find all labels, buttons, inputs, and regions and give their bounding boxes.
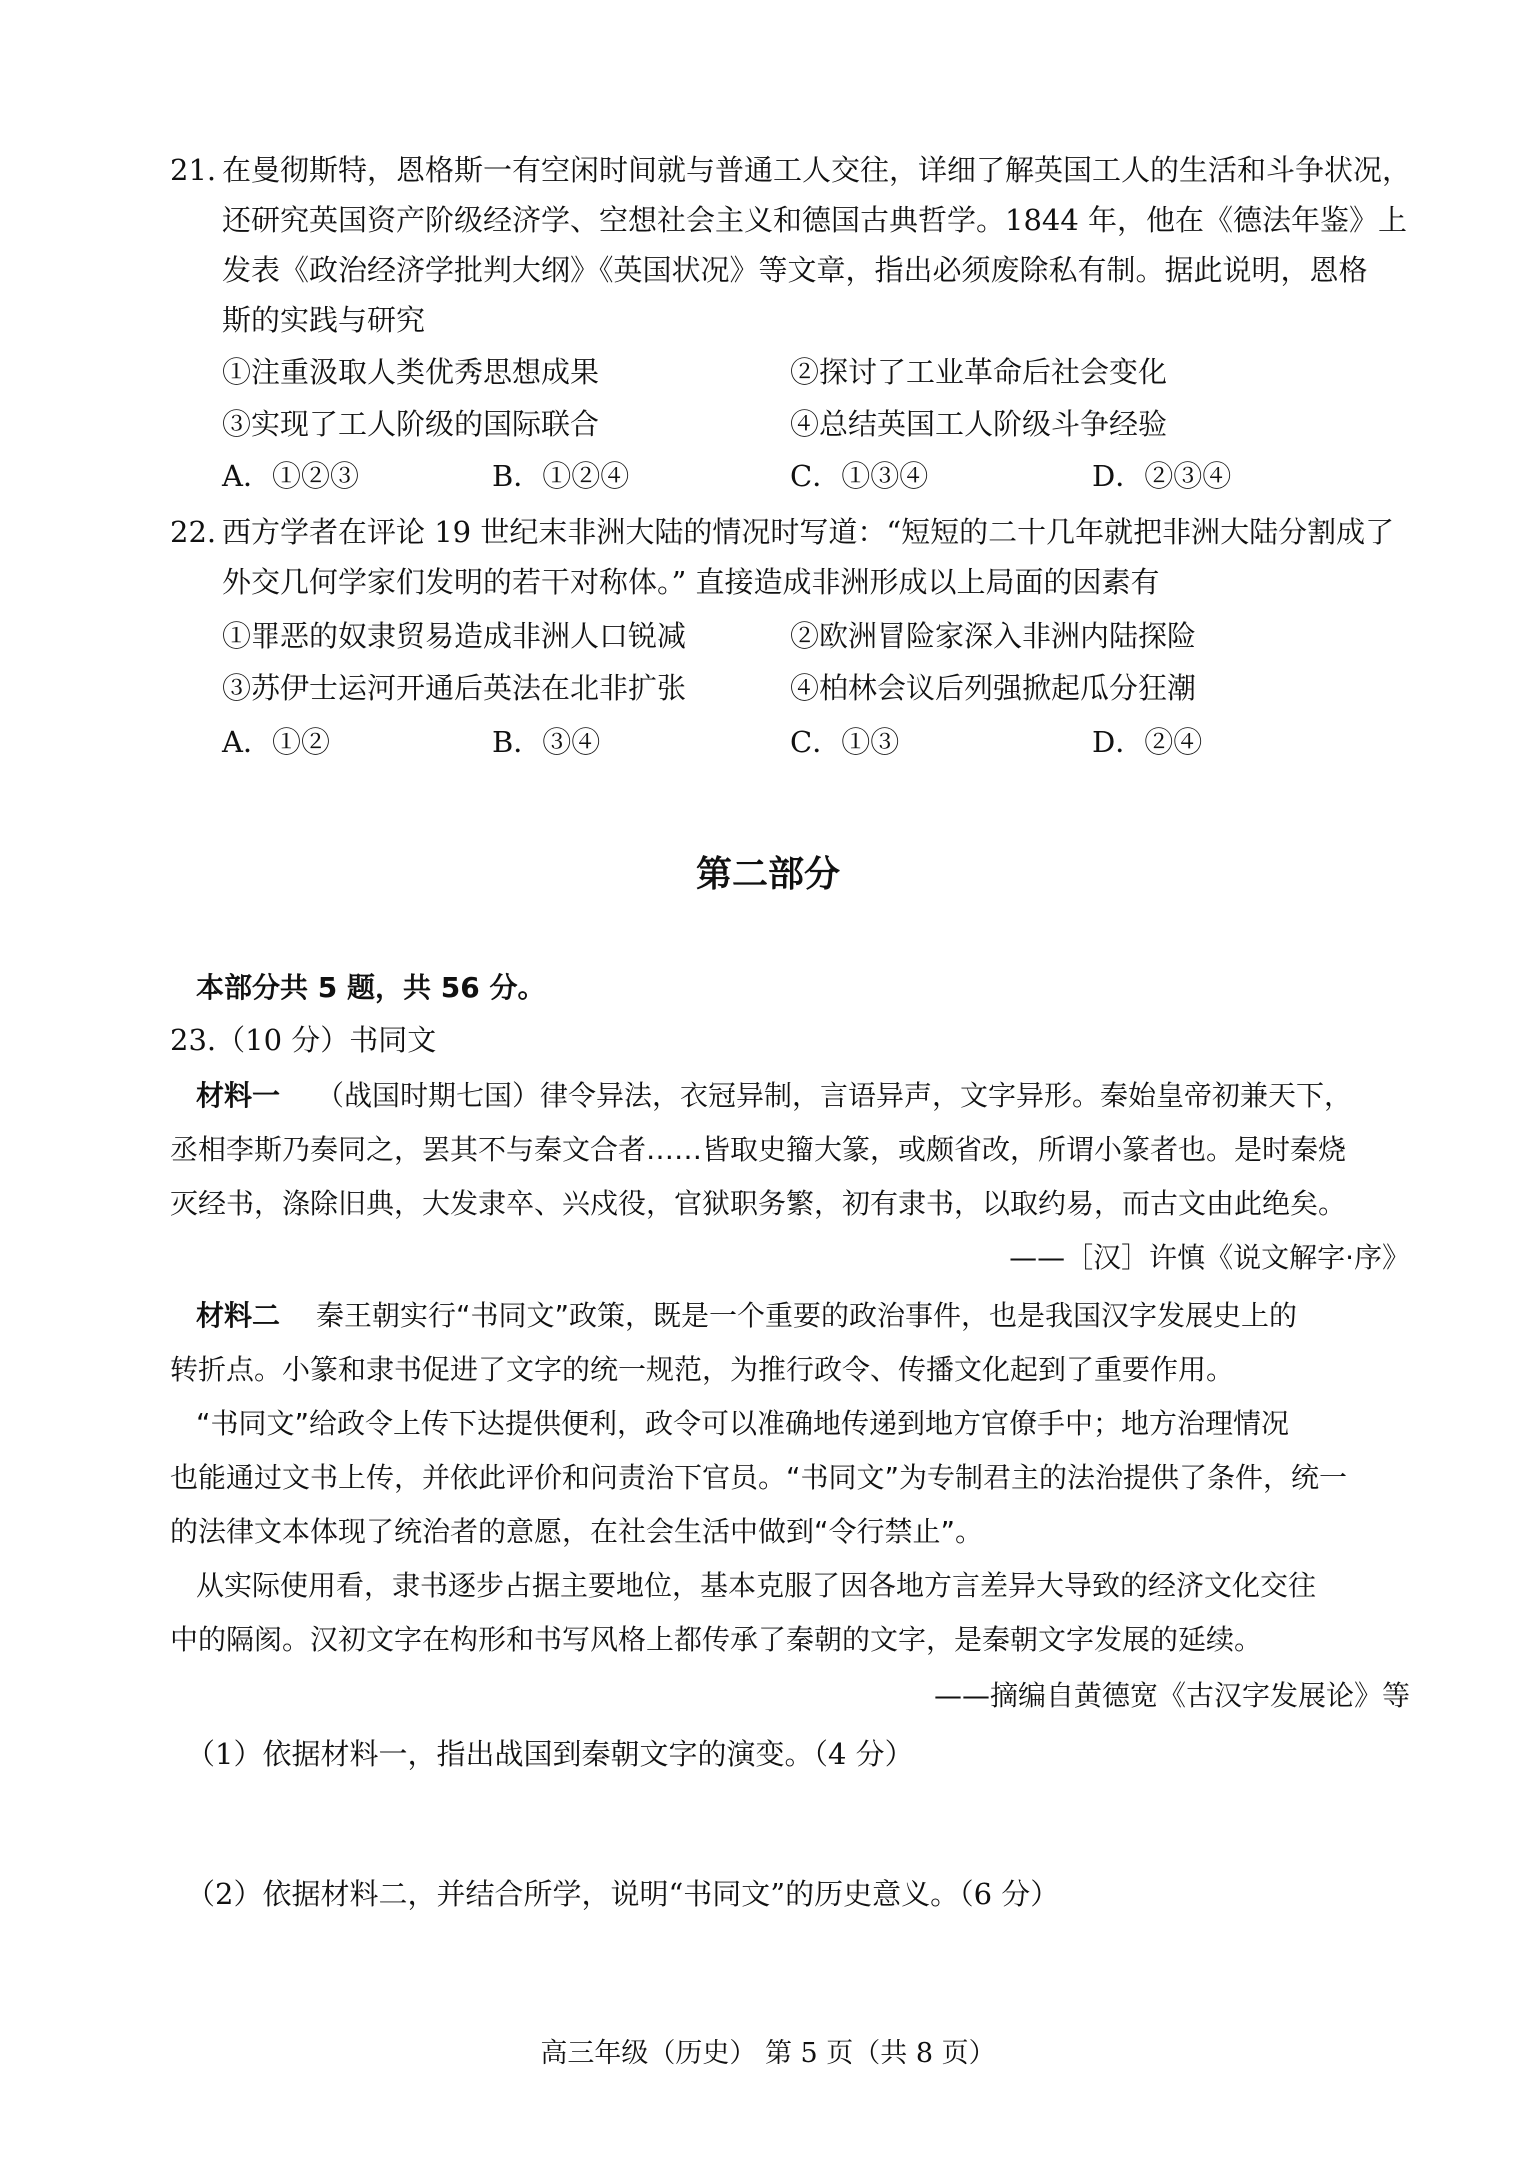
question-21-item-1: ①注重汲取人类优秀思想成果: [222, 355, 600, 389]
material-2-source: ——摘编自黄德宽《古汉字发展论》等: [933, 1679, 1410, 1712]
material-2-line-5: 的法律文本体现了统治者的意愿，在社会生活中做到“令行禁止”。: [170, 1515, 984, 1548]
material-2-line-2: 转折点。小篆和隶书促进了文字的统一规范，为推行政令、传播文化起到了重要作用。: [170, 1353, 1235, 1386]
question-21-option-b: B．①②④: [492, 459, 630, 493]
sub-question-1: （1）依据材料一，指出战国到秦朝文字的演变。（4 分）: [186, 1737, 914, 1771]
question-22-item-3: ③苏伊士运河开通后英法在北非扩张: [222, 671, 687, 705]
material-1-line-2: 丞相李斯乃奏同之，罢其不与秦文合者……皆取史籀大篆，或颇省改，所谓小篆者也。是时秦烧: [170, 1133, 1347, 1166]
question-21-line-4: 斯的实践与研究: [222, 303, 426, 337]
question-23-header: 23.（10 分）书同文: [170, 1023, 437, 1057]
question-21-item-3: ③实现了工人阶级的国际联合: [222, 407, 600, 441]
question-22-option-b: B．③④: [492, 725, 601, 759]
question-21-item-2: ②探讨了工业革命后社会变化: [790, 355, 1168, 389]
material-1-source: ——［汉］许慎《说文解字·序》: [1009, 1241, 1410, 1274]
material-2-label: 材料二: [196, 1299, 281, 1332]
question-21-line-3: 发表《政治经济学批判大纲》《英国状况》等文章，指出必须废除私有制。据此说明，恩格: [222, 253, 1368, 287]
part-two-intro: 本部分共 5 题，共 56 分。: [196, 971, 546, 1004]
material-2-line-6: 从实际使用看，隶书逐步占据主要地位，基本克服了因各地方言差异大导致的经济文化交往: [196, 1569, 1317, 1602]
material-2-line-1: 秦王朝实行“书同文”政策，既是一个重要的政治事件，也是我国汉字发展史上的: [316, 1299, 1298, 1332]
question-22-item-4: ④柏林会议后列强掀起瓜分狂潮: [790, 671, 1197, 705]
sub-question-2: （2）依据材料二，并结合所学，说明“书同文”的历史意义。（6 分）: [186, 1877, 1060, 1911]
question-22-item-1: ①罪恶的奴隶贸易造成非洲人口锐减: [222, 619, 687, 653]
question-22-number: 22.: [170, 515, 217, 549]
question-22-option-c: C．①③: [790, 725, 900, 759]
question-21-line-2: 还研究英国资产阶级经济学、空想社会主义和德国古典哲学。1844 年，他在《德法年鉴》上: [222, 203, 1408, 237]
material-1-line-3: 灭经书，涤除旧典，大发隶卒、兴戍役，官狱职务繁，初有隶书，以取约易，而古文由此绝矣。: [170, 1187, 1347, 1220]
part-two-title: 第二部分: [695, 853, 840, 895]
material-2-line-4: 也能通过文书上传，并依此评价和问责治下官员。“书同文”为专制君主的法治提供了条件，统一: [170, 1461, 1348, 1494]
question-21-option-c: C．①③④: [790, 459, 929, 493]
question-21-line-1: 在曼彻斯特，恩格斯一有空闲时间就与普通工人交往，详细了解英国工人的生活和斗争状况，: [222, 153, 1412, 187]
question-22-line-2: 外交几何学家们发明的若干对称体。” 直接造成非洲形成以上局面的因素有: [222, 565, 1160, 599]
question-21-option-a: A．①②③: [222, 459, 359, 493]
question-21-item-4: ④总结英国工人阶级斗争经验: [790, 407, 1168, 441]
question-21-number: 21.: [170, 153, 217, 187]
question-22-option-a: A．①②: [222, 725, 330, 759]
material-2-line-7: 中的隔阂。汉初文字在构形和书写风格上都传承了秦朝的文字，是秦朝文字发展的延续。: [170, 1623, 1263, 1656]
material-1-label: 材料一: [196, 1079, 281, 1112]
question-22-line-1: 西方学者在评论 19 世纪末非洲大陆的情况时写道：“短短的二十几年就把非洲大陆分割成了: [222, 515, 1395, 549]
material-2-line-3: “书同文”给政令上传下达提供便利，政令可以准确地传递到地方官僚手中；地方治理情况: [196, 1407, 1290, 1440]
page-footer: 高三年级（历史） 第 5 页（共 8 页）: [540, 2038, 996, 2069]
question-22-option-d: D．②④: [1092, 725, 1203, 759]
question-22-item-2: ②欧洲冒险家深入非洲内陆探险: [790, 619, 1197, 653]
question-21-option-d: D．②③④: [1092, 459, 1232, 493]
material-1-line-1: （战国时期七国）律令异法，衣冠异制，言语异声，文字异形。秦始皇帝初兼天下，: [316, 1079, 1353, 1112]
